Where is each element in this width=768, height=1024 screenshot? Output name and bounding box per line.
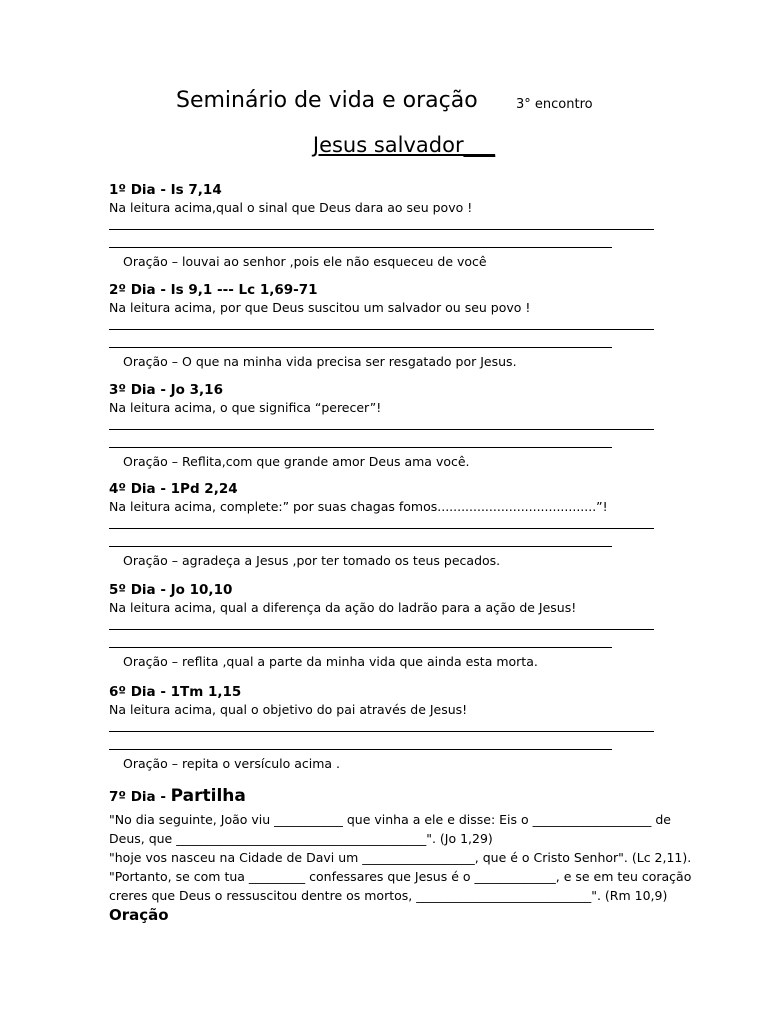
question-text: Na leitura acima,qual o sinal que Deus dara ao seu povo ! bbox=[109, 200, 473, 215]
question-text: Na leitura acima, complete:” por suas chagas fomos........................................”! bbox=[109, 499, 608, 514]
answer-line bbox=[109, 447, 612, 448]
day-7-title bbox=[109, 786, 246, 806]
answer-line bbox=[109, 731, 654, 732]
answer-line bbox=[109, 347, 612, 348]
answer-line bbox=[109, 229, 654, 230]
day-7-dash: - bbox=[155, 789, 171, 805]
verse-line: "Portanto, se com tua _________ confessares que Jesus é o _____________, e se em teu coração bbox=[109, 869, 692, 884]
day-title: 2º Dia - Is 9,1 --- Lc 1,69-71 bbox=[109, 282, 318, 298]
fill-in-verses bbox=[109, 810, 692, 905]
verse-line: creres que Deus o ressuscitou dentre os mortos, ____________________________". (Rm 10,9) bbox=[109, 888, 668, 903]
day-7-label: 7º Dia bbox=[109, 789, 156, 805]
day-4-section bbox=[109, 480, 669, 569]
day-title: 6º Dia - 1Tm 1,15 bbox=[109, 684, 242, 700]
verse-line: Deus, que ________________________________________". (Jo 1,29) bbox=[109, 831, 493, 846]
day-title: 1º Dia - Is 7,14 bbox=[109, 182, 222, 198]
answer-line bbox=[109, 629, 654, 630]
meeting-number: 3° encontro bbox=[516, 97, 593, 112]
closing-heading: Oração bbox=[109, 906, 169, 924]
prayer-text: Oração – agradeça a Jesus ,por ter tomado os teus pecados. bbox=[123, 553, 501, 568]
answer-line bbox=[109, 749, 612, 750]
day-6-section bbox=[109, 683, 669, 772]
prayer-text: Oração – reflita ,qual a parte da minha vida que ainda esta morta. bbox=[123, 654, 538, 669]
answer-line bbox=[109, 429, 654, 430]
day-1-section bbox=[109, 181, 669, 270]
answer-line bbox=[109, 247, 612, 248]
day-5-section bbox=[109, 581, 669, 670]
question-text: Na leitura acima, qual a diferença da ação do ladrão para a ação de Jesus! bbox=[109, 600, 577, 615]
question-text: Na leitura acima, por que Deus suscitou um salvador ou seu povo ! bbox=[109, 300, 531, 315]
prayer-text: Oração – louvai ao senhor ,pois ele não esqueceu de você bbox=[123, 254, 487, 269]
answer-line bbox=[109, 329, 654, 330]
prayer-text: Oração – O que na minha vida precisa ser resgatado por Jesus. bbox=[123, 354, 517, 369]
question-text: Na leitura acima, qual o objetivo do pai através de Jesus! bbox=[109, 702, 468, 717]
day-title: 4º Dia - 1Pd 2,24 bbox=[109, 481, 238, 497]
day-3-section bbox=[109, 381, 669, 470]
verse-line: "No dia seguinte, João viu ___________ que vinha a ele e disse: Eis o ___________________ de bbox=[109, 812, 671, 827]
answer-line bbox=[109, 528, 654, 529]
question-text: Na leitura acima, o que significa “perecer”! bbox=[109, 400, 382, 415]
page-subtitle: Jesus salvador___ bbox=[312, 133, 496, 157]
page-title: Seminário de vida e oração bbox=[176, 88, 478, 113]
prayer-text: Oração – repita o versículo acima . bbox=[123, 756, 341, 771]
day-title: 3º Dia - Jo 3,16 bbox=[109, 382, 223, 398]
verse-line: "hoje vos nasceu na Cidade de Davi um __________________, que é o Cristo Senhor". (Lc 2,11). bbox=[109, 850, 692, 865]
day-title: 5º Dia - Jo 10,10 bbox=[109, 582, 233, 598]
prayer-text: Oração – Reflita,com que grande amor Deus ama você. bbox=[123, 454, 470, 469]
day-2-section bbox=[109, 281, 669, 370]
answer-line bbox=[109, 647, 612, 648]
day-7-heading: Partilha bbox=[170, 786, 246, 806]
answer-line bbox=[109, 546, 612, 547]
